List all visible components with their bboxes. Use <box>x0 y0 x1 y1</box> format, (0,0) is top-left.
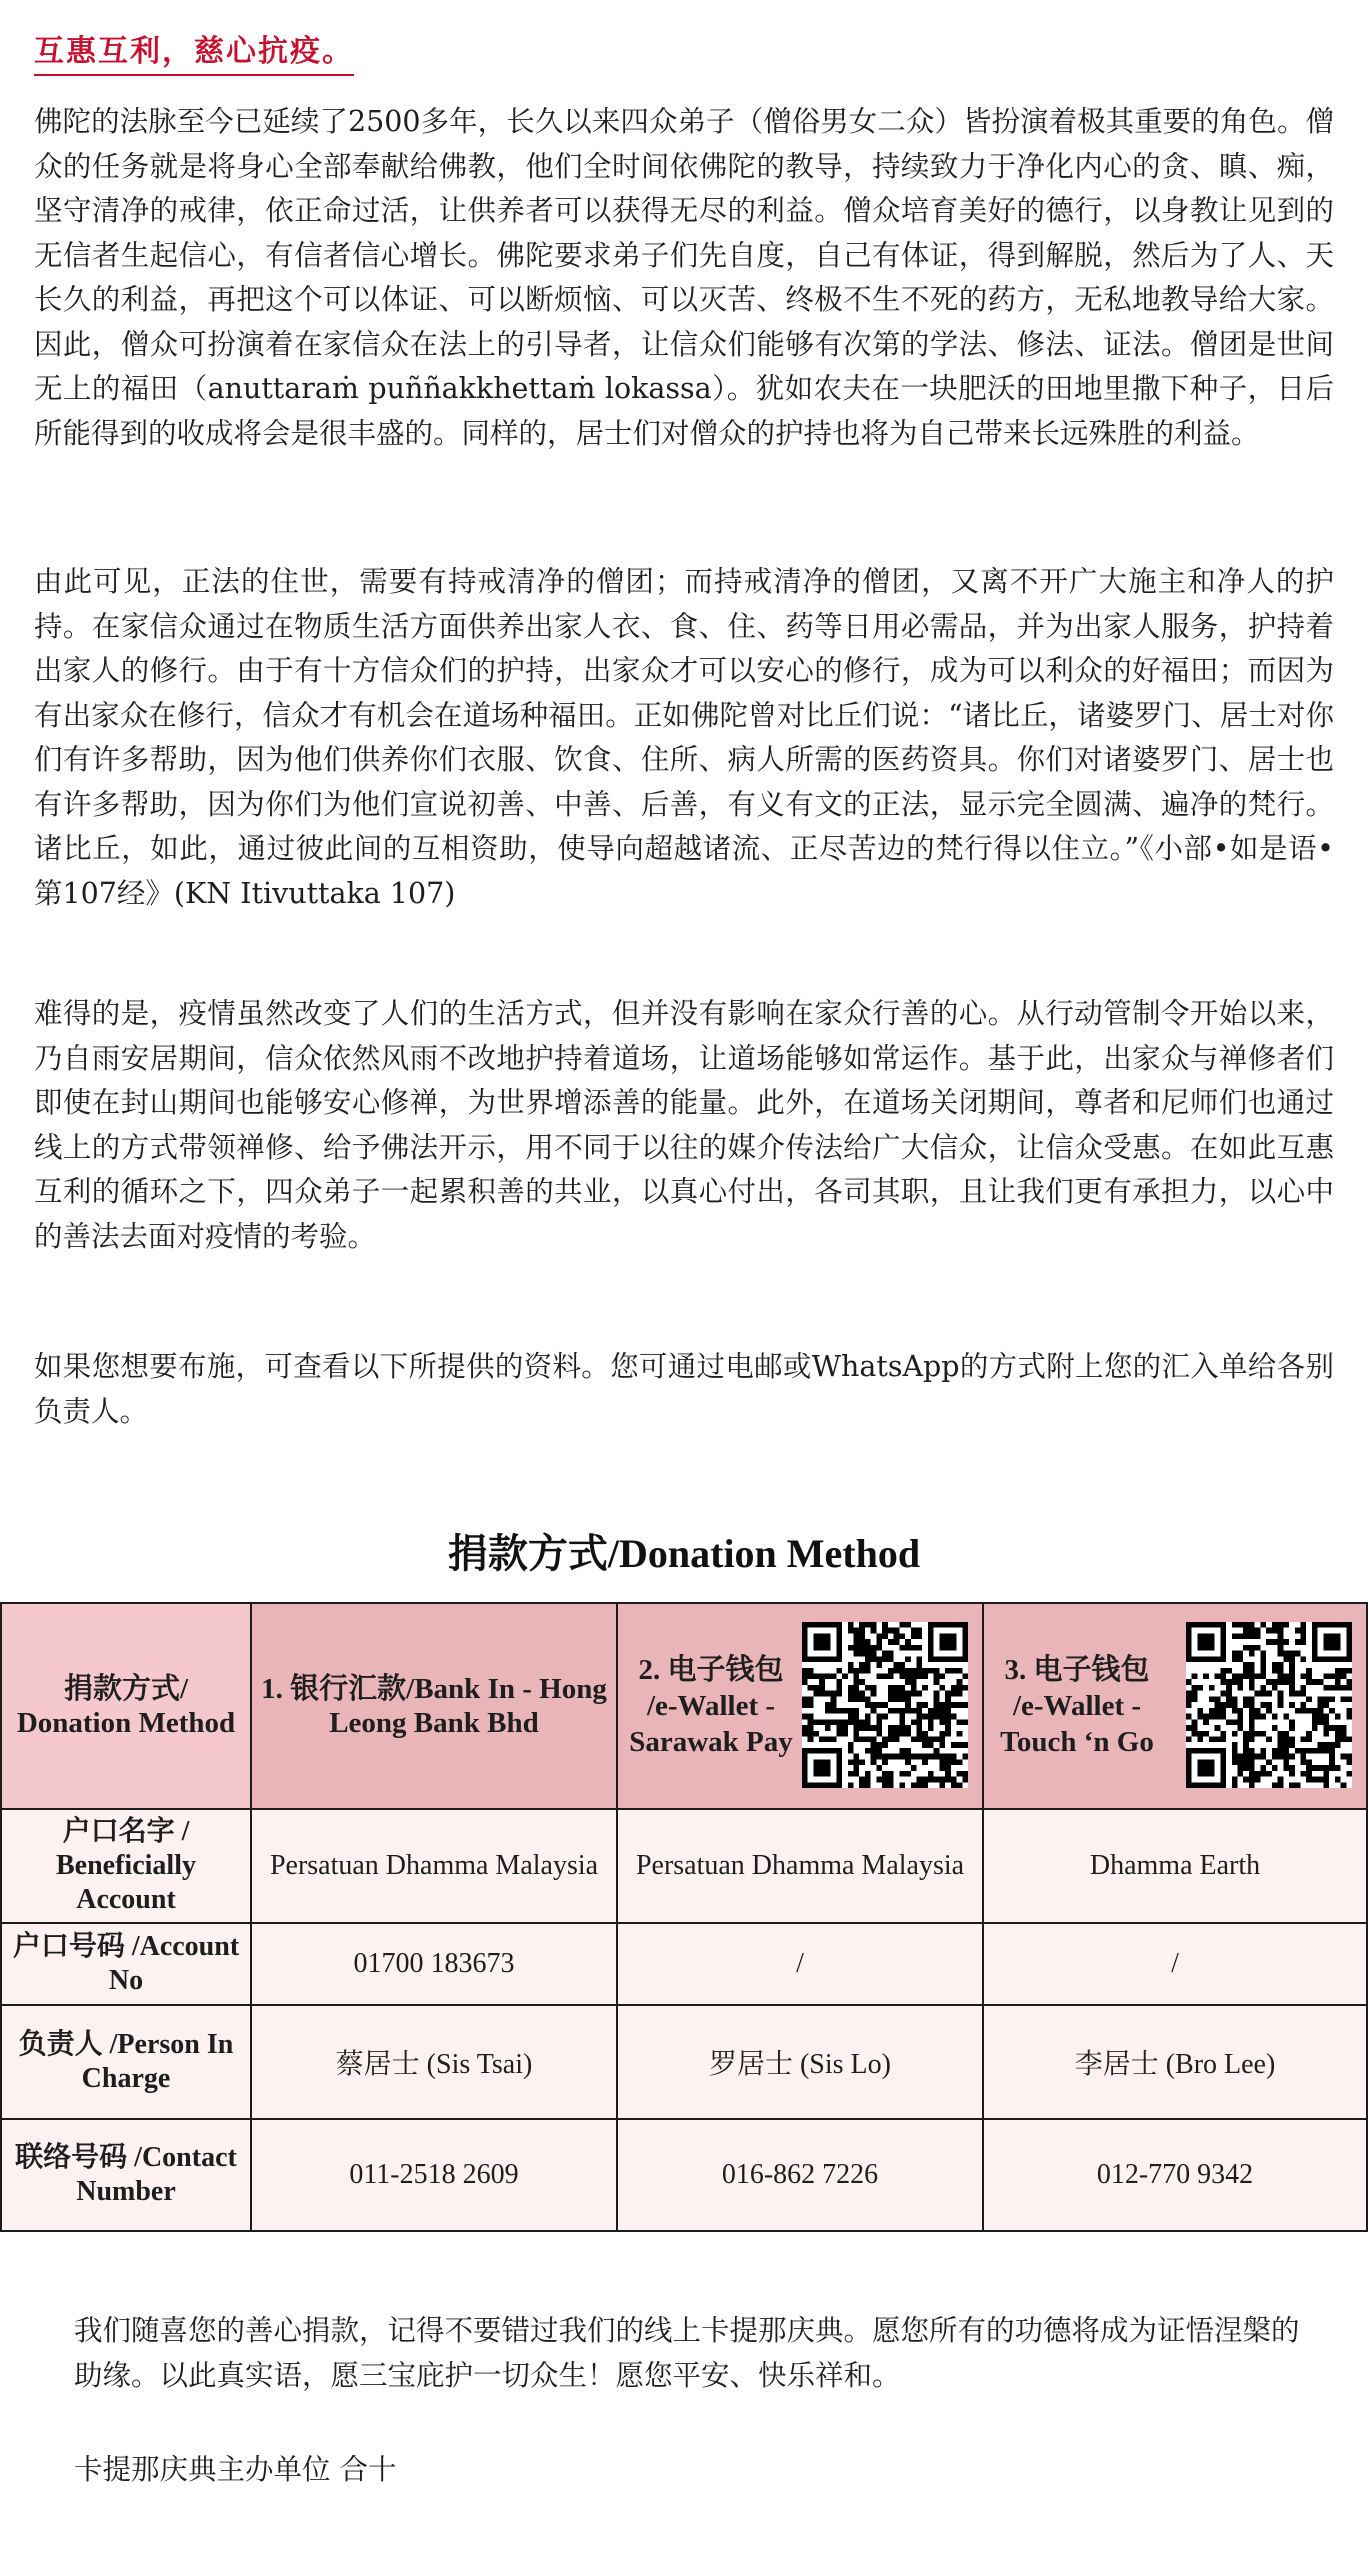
row-label: 负责人 /Person In Charge <box>1 2005 251 2119</box>
header-label: 捐款方式/ Donation Method <box>1 1603 251 1809</box>
table-cell: 016-862 7226 <box>617 2119 983 2231</box>
row-label: 户口号码 /Account No <box>1 1923 251 2005</box>
header-sarawak-pay-label: 2. 电子钱包 /e-Wallet - Sarawak Pay <box>629 1654 793 1758</box>
qr-code-icon[interactable] <box>802 1622 968 1788</box>
header-touch-n-go <box>983 1603 1367 1809</box>
row-label: 联络号码 /Contact Number <box>1 2119 251 2231</box>
paragraph-4: 如果您想要布施，可查看以下所提供的资料。您可通过电邮或WhatsApp的方式附上您的汇入单给各别负责人。 <box>34 1350 1334 1428</box>
signature: 卡提那庆典主办单位 合十 <box>74 2453 397 2486</box>
table-cell: Persatuan Dhamma Malaysia <box>251 1809 617 1923</box>
table-cell: 李居士 (Bro Lee) <box>983 2005 1367 2119</box>
qr-code-icon[interactable] <box>1186 1622 1352 1788</box>
table-cell: Persatuan Dhamma Malaysia <box>617 1809 983 1923</box>
paragraph-1: 佛陀的法脉至今已延续了2500多年，长久以来四众弟子（僧俗男女二众）皆扮演着极其重要的角色。僧众的任务就是将身心全部奉献给佛教，他们全时间依佛陀的教导，持续致力于净化内心的贪、瞋、痴，坚守清净的戒律，依正命过活，让供养者可以获得无尽的利益。僧众培育美好的德行，以身教让见到的无信者生起信心，有信者信心增长。佛陀要求弟子们先自度，自己有体证，得到解脱，然后为了人、天长久的利益，再把这个可以体证、可以断烦恼、可以灭苦、终极不生不死的药方，无私地教导给大家。因此，僧众可扮演着在家信众在法上的引导者，让信众们能够有次第的学法、修法、证法。僧团是世间无上的福田（anuttaraṁ puññakkhettaṁ lokassa）。犹如农夫在一块肥沃的田地里撒下种子，日后所能得到的收成将会是很丰盛的。同样的，居士们对僧众的护持也将为自己带来长远殊胜的利益。 <box>34 105 1334 450</box>
table-cell: Dhamma Earth <box>983 1809 1367 1923</box>
table-cell: 011-2518 2609 <box>251 2119 617 2231</box>
article-heading: 互惠互利，慈心抗疫。 <box>34 26 354 76</box>
table-row <box>1 2119 1367 2231</box>
header-touch-n-go-label: 3. 电子钱包 /e-Wallet - Touch ‘n Go <box>1000 1654 1154 1758</box>
table-cell: / <box>617 1923 983 2005</box>
table-row <box>1 2005 1367 2119</box>
row-label: 户口名字 / Beneficially Account <box>1 1809 251 1923</box>
closing-text: 我们随喜您的善心捐款，记得不要错过我们的线上卡提那庆典。愿您所有的功德将成为证悟涅槃的助缘。以此真实语，愿三宝庇护一切众生！愿您平安、快乐祥和。 <box>74 2314 1300 2392</box>
donation-title: 捐款方式/Donation Method <box>447 1531 921 1576</box>
paragraph-2: 由此可见，正法的住世，需要有持戒清净的僧团；而持戒清净的僧团，又离不开广大施主和净人的护持。在家信众通过在物质生活方面供养出家人衣、食、住、药等日用必需品，并为出家人服务，护持着出家人的修行。由于有十方信众们的护持，出家众才可以安心的修行，成为可以利众的好福田；而因为有出家众在修行，信众才有机会在道场种福田。正如佛陀曾对比丘们说：“诸比丘，诸婆罗门、居士对你们有许多帮助，因为他们供养你们衣服、饮食、住所、病人所需的医药资具。你们对诸婆罗门、居士也有许多帮助，因为你们为他们宣说初善、中善、后善，有义有文的正法，显示完全圆满、遍净的梵行。诸比丘，如此，通过彼此间的互相资助，使导向超越诸流、正尽苦边的梵行得以住立。”《小部•如是语•第107经》(KN Itivuttaka 107) <box>34 565 1334 910</box>
table-cell: / <box>983 1923 1367 2005</box>
paragraph-3: 难得的是，疫情虽然改变了人们的生活方式，但并没有影响在家众行善的心。从行动管制令开始以来，乃自雨安居期间，信众依然风雨不改地护持着道场，让道场能够如常运作。基于此，出家众与禅修者们即使在封山期间也能够安心修禅，为世界增添善的能量。此外，在道场关闭期间，尊者和尼师们也通过线上的方式带领禅修、给予佛法开示，用不同于以往的媒介传法给广大信众，让信众受惠。在如此互惠互利的循环之下，四众弟子一起累积善的共业，以真心付出，各司其职，且让我们更有承担力，以心中的善法去面对疫情的考验。 <box>34 997 1334 1253</box>
table-cell: 蔡居士 (Sis Tsai) <box>251 2005 617 2119</box>
table-header-row <box>1 1603 1367 1809</box>
table-cell: 罗居士 (Sis Lo) <box>617 2005 983 2119</box>
table-cell: 01700 183673 <box>251 1923 617 2005</box>
header-sarawak-pay <box>617 1603 983 1809</box>
table-cell: 012-770 9342 <box>983 2119 1367 2231</box>
table-row <box>1 1809 1367 1923</box>
donation-table <box>0 1602 1368 2232</box>
header-bank: 1. 银行汇款/Bank In - Hong Leong Bank Bhd <box>251 1603 617 1809</box>
table-row <box>1 1923 1367 2005</box>
